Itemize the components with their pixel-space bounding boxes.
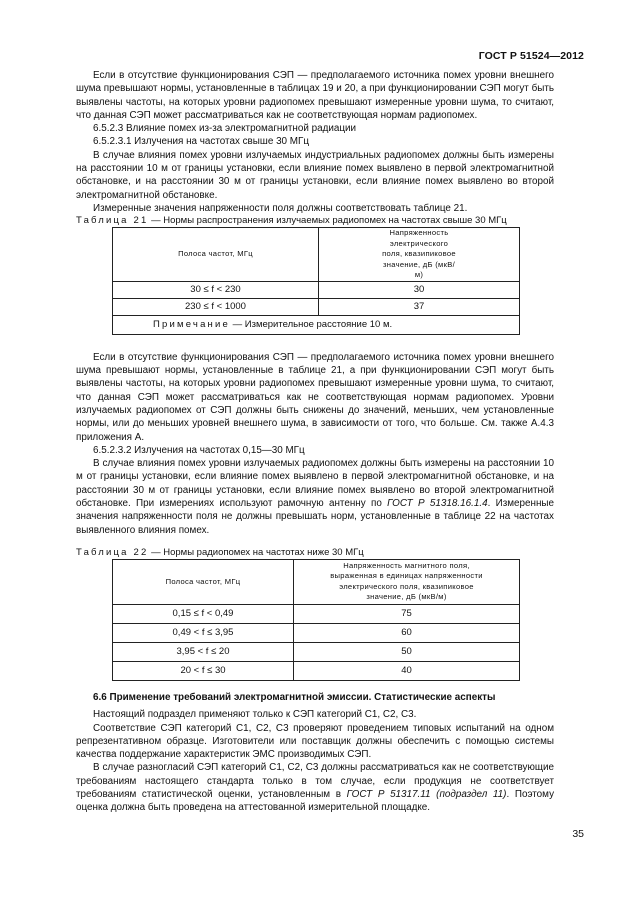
paragraph: Соответствие СЭП категорий С1, С2, С3 проверяют проведением типовых испытаний на одном репрезентативном образце. Изготовители или поставщик должны обеспечить с помощью системы качества поддержание характеристик ЭМС производимых СЭП. <box>76 722 554 761</box>
paragraph <box>76 761 554 814</box>
table-22-title: — Нормы радиопомех на частотах ниже 30 МГц <box>148 546 364 558</box>
table-21-header-band: Полоса частот, МГц <box>113 228 319 282</box>
table-21-cell-band: 30 ≤ f < 230 <box>113 281 319 298</box>
table-22-header-band: Полоса частот, МГц <box>113 559 294 604</box>
table-21 <box>112 227 520 335</box>
table-21-caption <box>76 215 554 227</box>
page-number: 35 <box>572 828 584 840</box>
table-21-label: Таблица 21 <box>76 215 149 227</box>
table-22-cell-value: 60 <box>294 623 520 642</box>
subsection-heading: 6.5.2.3.1 Излучения на частотах свыше 30 МГц <box>93 136 310 148</box>
paragraph: Измеренные значения напряженности поля должны соответствовать таблице 21. <box>93 202 468 214</box>
table-21-note <box>113 315 520 334</box>
table-22-cell-band: 20 < f ≤ 30 <box>113 661 294 680</box>
table-22-cell-band: 0,15 ≤ f < 0,49 <box>113 604 294 623</box>
table-21-title: — Нормы распространения излучаемых радиопомех на частотах свыше 30 МГц <box>148 215 507 227</box>
paragraph <box>76 457 554 537</box>
paragraph-text: . Измеренные значения напряженности поля не должны превышать норм, установленные в таблице 22 на частотах выявленного влияния помех. <box>76 498 555 536</box>
table-21-header-value: Напряженность электрического поля, квазипиковое значение, дБ (мкВ/м) <box>319 228 520 282</box>
paragraph: Если в отсутствие функционирования СЭП — предполагаемого источника помех уровни внешнего шума превышают нормы, установленные в таблицах 19 и 20, а при функционировании СЭП могут быть выявлены частоты, на которых уровни радиопомех превышают измеренные уровни шума, то считают, что данная СЭП может рассматриваться как не соответствующая нормам радиопомех. <box>76 70 554 121</box>
document-header: ГОСТ Р 51524—2012 <box>478 50 584 62</box>
table-22 <box>112 559 520 681</box>
section-heading: 6.6 Применение требований электромагнитной эмиссии. Статистические аспекты <box>93 691 496 703</box>
subsection-heading: 6.5.2.3 Влияние помех из-за электромагнитной радиации <box>93 123 357 135</box>
table-22-header-value: Напряженность магнитного поля, выраженная в единицах напряженности электрического поля, квазипиковое значение, дБ (мкВ/м) <box>294 559 520 604</box>
table-22-cell-value: 40 <box>294 661 520 680</box>
table-21-cell-value: 37 <box>319 298 520 315</box>
paragraph: Настоящий подраздел применяют только к СЭП категорий С1, С2, С3. <box>93 709 417 721</box>
table-22-label: Таблица 22 <box>76 546 149 558</box>
paragraph: В случае влияния помех уровни излучаемых индустриальных радиопомех должны быть измерены на расстоянии 10 м от границы установки, если влияние помех выявлено в первой электромагнитной обстановке, и на расстоянии 30 м от границы установки, если влияние помех выявлено во второй электромагнитной обстановке. <box>76 149 554 201</box>
paragraph: Если в отсутствие функционирования СЭП — предполагаемого источника помех уровни внешнего шума превышают нормы, установленные в таблице 21, а при функционировании СЭП могут быть выявлены частоты, на которых уровни радиопомех превышают измеренные уровни шума, то считают, что данная СЭП может рассматриваться как не соответствующая нормам радиопомех. Уровни излучаемых радиопомех от СЭП должны быть снижены до значений, меньших, чем установленные нормы, или до меньших уровней внешнего шума, в зависимости от того, что больше. См. также А.4.3 приложения А. <box>76 351 554 443</box>
table-22-cell-value: 50 <box>294 642 520 661</box>
table-22-cell-band: 3,95 < f ≤ 20 <box>113 642 294 661</box>
note-text: — Измерительное расстояние 10 м. <box>230 319 393 331</box>
paragraph-text: В случае разногласий СЭП категорий С1, С2, С3 должны рассматриваться как не соответствующие требованиям настоящего стандарта только в том случае, если продукция не соответствует требованиям статистической оценки, установленным в <box>76 762 554 800</box>
paragraph-text: В случае влияния помех уровни излучаемых радиопомех должны быть измерены на расстоянии 10 м от границы установки, если влияние помех выявлено в первой электромагнитной обстановке, и на расстоянии 30 м от границы установки, если влияние помех выявлено во второй электромагнитной обстановке. При измерениях используют рамочную антенну по <box>76 458 554 510</box>
subsection-heading: 6.5.2.3.2 Излучения на частотах 0,15—30 МГц <box>93 444 305 456</box>
table-22-cell-value: 75 <box>294 604 520 623</box>
table-22-cell-band: 0,49 < f ≤ 3,95 <box>113 623 294 642</box>
table-21-cell-band: 230 ≤ f < 1000 <box>113 298 319 315</box>
document-body <box>76 69 554 815</box>
standard-reference: ГОСТ Р 51318.16.1.4 <box>387 498 488 510</box>
paragraph-text: . Поэтому оценка должна быть проведена на аттестованной измерительной площадке. <box>76 789 555 814</box>
note-label: Примечание <box>153 319 230 331</box>
table-22-caption <box>76 547 554 559</box>
table-21-cell-value: 30 <box>319 281 520 298</box>
standard-reference: ГОСТ Р 51317.11 (подраздел 11) <box>346 789 507 800</box>
